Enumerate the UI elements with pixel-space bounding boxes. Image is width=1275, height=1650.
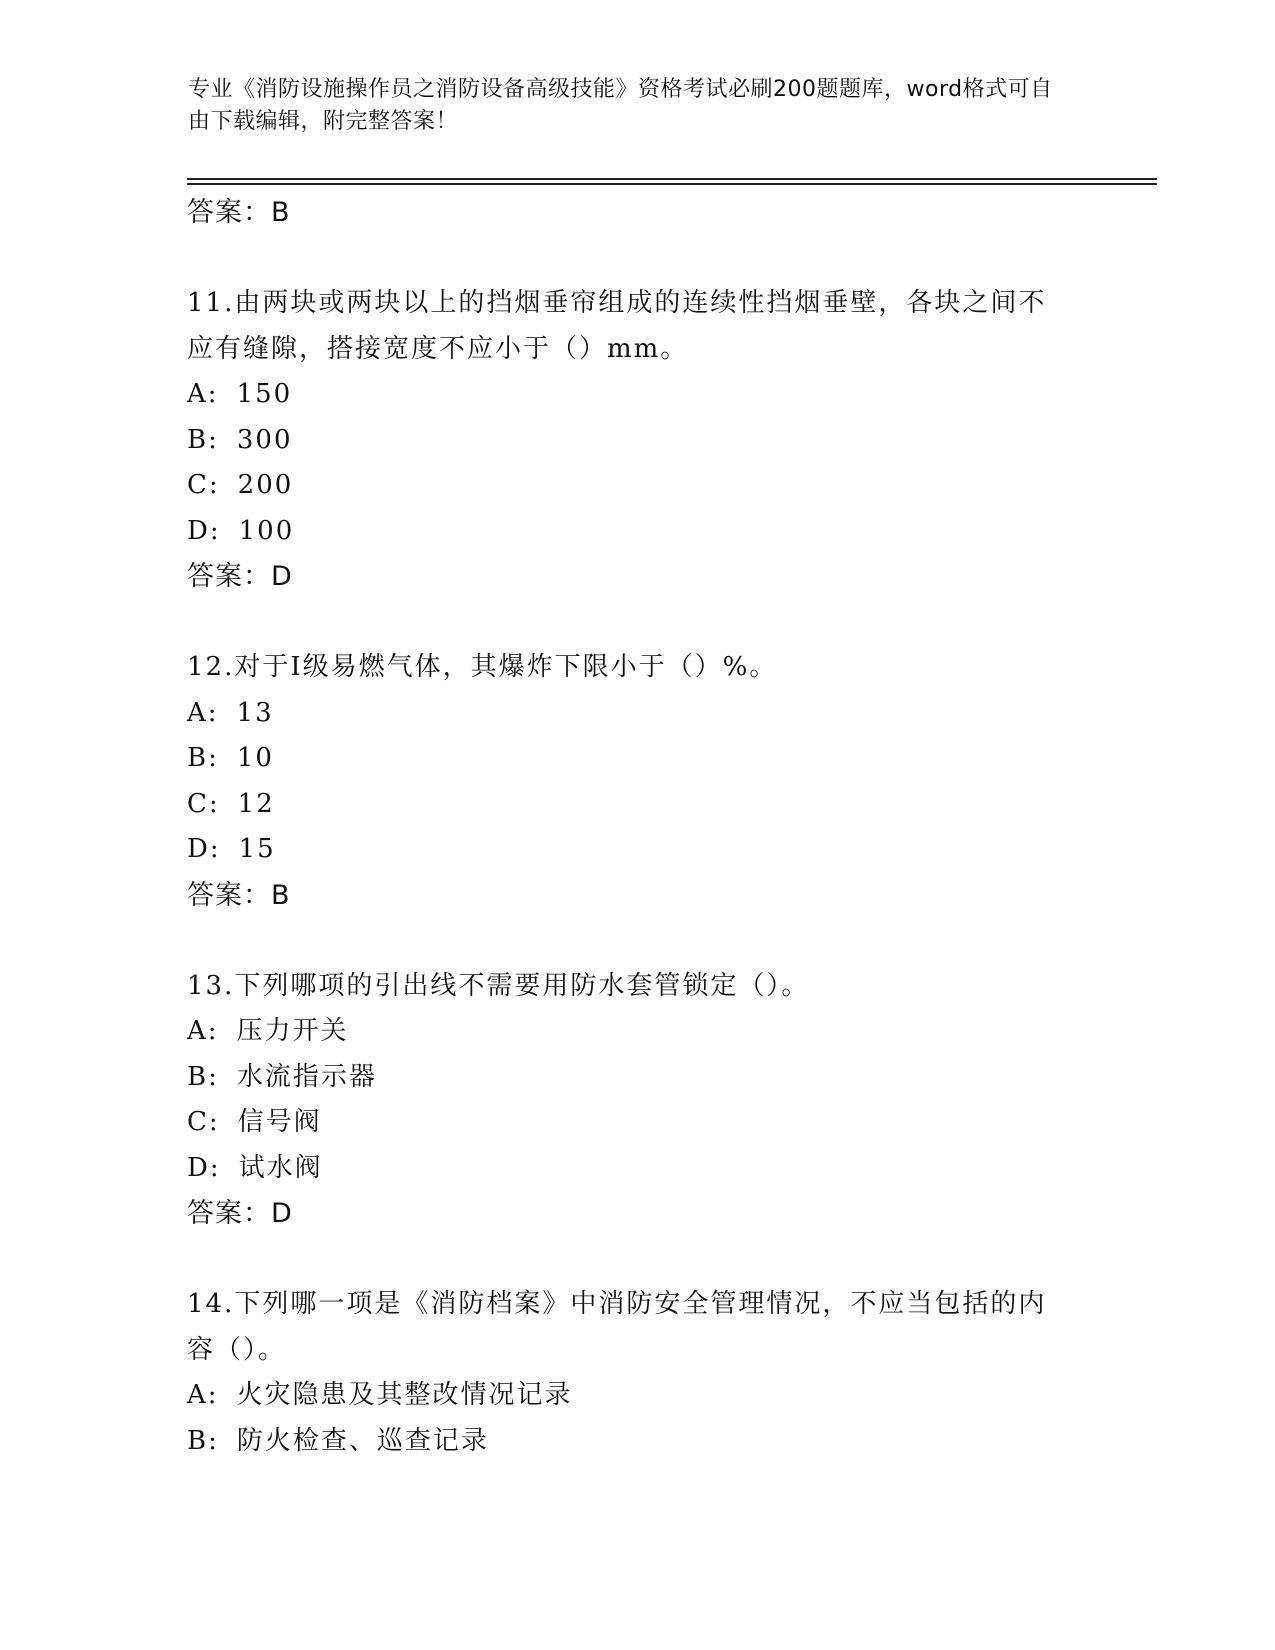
option-label: A: — [187, 1380, 219, 1410]
answer-line: 答案：B — [187, 879, 291, 911]
question-stem: 14.下列哪一项是《消防档案》中消防安全管理情况，不应当包括的内容（）。 — [187, 1289, 1047, 1365]
option-text: 10 — [236, 743, 274, 773]
option-a — [187, 1009, 1087, 1055]
option-label: B: — [187, 424, 219, 455]
option-d — [187, 1146, 1087, 1192]
option-b — [187, 736, 1087, 782]
option-label: B: — [187, 743, 219, 773]
option-label: C: — [187, 470, 220, 500]
option-text: 200 — [237, 470, 294, 500]
option-text: 100 — [238, 515, 295, 546]
question-stem: 11.由两块或两块以上的挡烟垂帘组成的连续性挡烟垂壁，各块之间不应有缝隙，搭接宽度不应小于（）mm。 — [187, 288, 1047, 364]
spacer — [187, 599, 1087, 645]
spacer — [187, 235, 1087, 281]
option-text: 压力开关 — [236, 1016, 349, 1046]
option-b — [187, 1419, 1087, 1465]
option-text: 150 — [236, 379, 293, 409]
option-label: C: — [187, 788, 220, 819]
option-label: C: — [187, 1107, 220, 1137]
option-text: 水流指示器 — [236, 1061, 377, 1092]
option-text: 12 — [237, 788, 275, 819]
question-13 — [187, 964, 1087, 1237]
option-c — [187, 1100, 1087, 1146]
option-d — [187, 509, 1087, 555]
question-14 — [187, 1282, 1087, 1464]
option-a — [187, 372, 1087, 418]
answer-line: 答案：B — [187, 197, 291, 228]
option-c — [187, 463, 1087, 509]
option-c — [187, 782, 1087, 828]
option-b — [187, 418, 1087, 464]
option-text: 防火检查、巡查记录 — [236, 1425, 489, 1456]
option-label: D: — [187, 1152, 221, 1183]
question-12 — [187, 645, 1087, 918]
question-stem: 13.下列哪项的引出线不需要用防水套管锁定（）。 — [187, 970, 810, 1001]
option-text: 试水阀 — [238, 1152, 323, 1183]
spacer — [187, 1236, 1087, 1282]
header-divider-top — [187, 178, 1157, 180]
option-a — [187, 1373, 1087, 1419]
option-label: A: — [187, 379, 219, 409]
option-label: D: — [187, 515, 221, 546]
answer-line: 答案：D — [187, 561, 293, 592]
option-label: A: — [187, 697, 219, 728]
question-list — [187, 190, 1087, 1464]
spacer — [187, 918, 1087, 964]
option-text: 15 — [238, 834, 276, 864]
option-label: D: — [187, 834, 221, 864]
option-d — [187, 827, 1087, 873]
option-text: 信号阀 — [237, 1107, 322, 1137]
option-text: 13 — [236, 697, 274, 728]
document-header: 专业《消防设施操作员之消防设备高级技能》资格考试必刷200题题库，word格式可自由下载编辑，附完整答案！ — [188, 77, 1053, 134]
option-a — [187, 691, 1087, 737]
option-label: B: — [187, 1061, 219, 1092]
answer-line: 答案：D — [187, 1198, 293, 1229]
question-stem: 12.对于Ⅰ级易燃气体，其爆炸下限小于（）%。 — [187, 652, 778, 682]
option-label: A: — [187, 1016, 219, 1046]
option-text: 300 — [236, 424, 293, 455]
header-divider-bottom — [187, 183, 1157, 185]
option-label: B: — [187, 1425, 219, 1456]
option-text: 火灾隐患及其整改情况记录 — [236, 1380, 573, 1410]
option-b — [187, 1055, 1087, 1101]
question-11 — [187, 281, 1087, 599]
